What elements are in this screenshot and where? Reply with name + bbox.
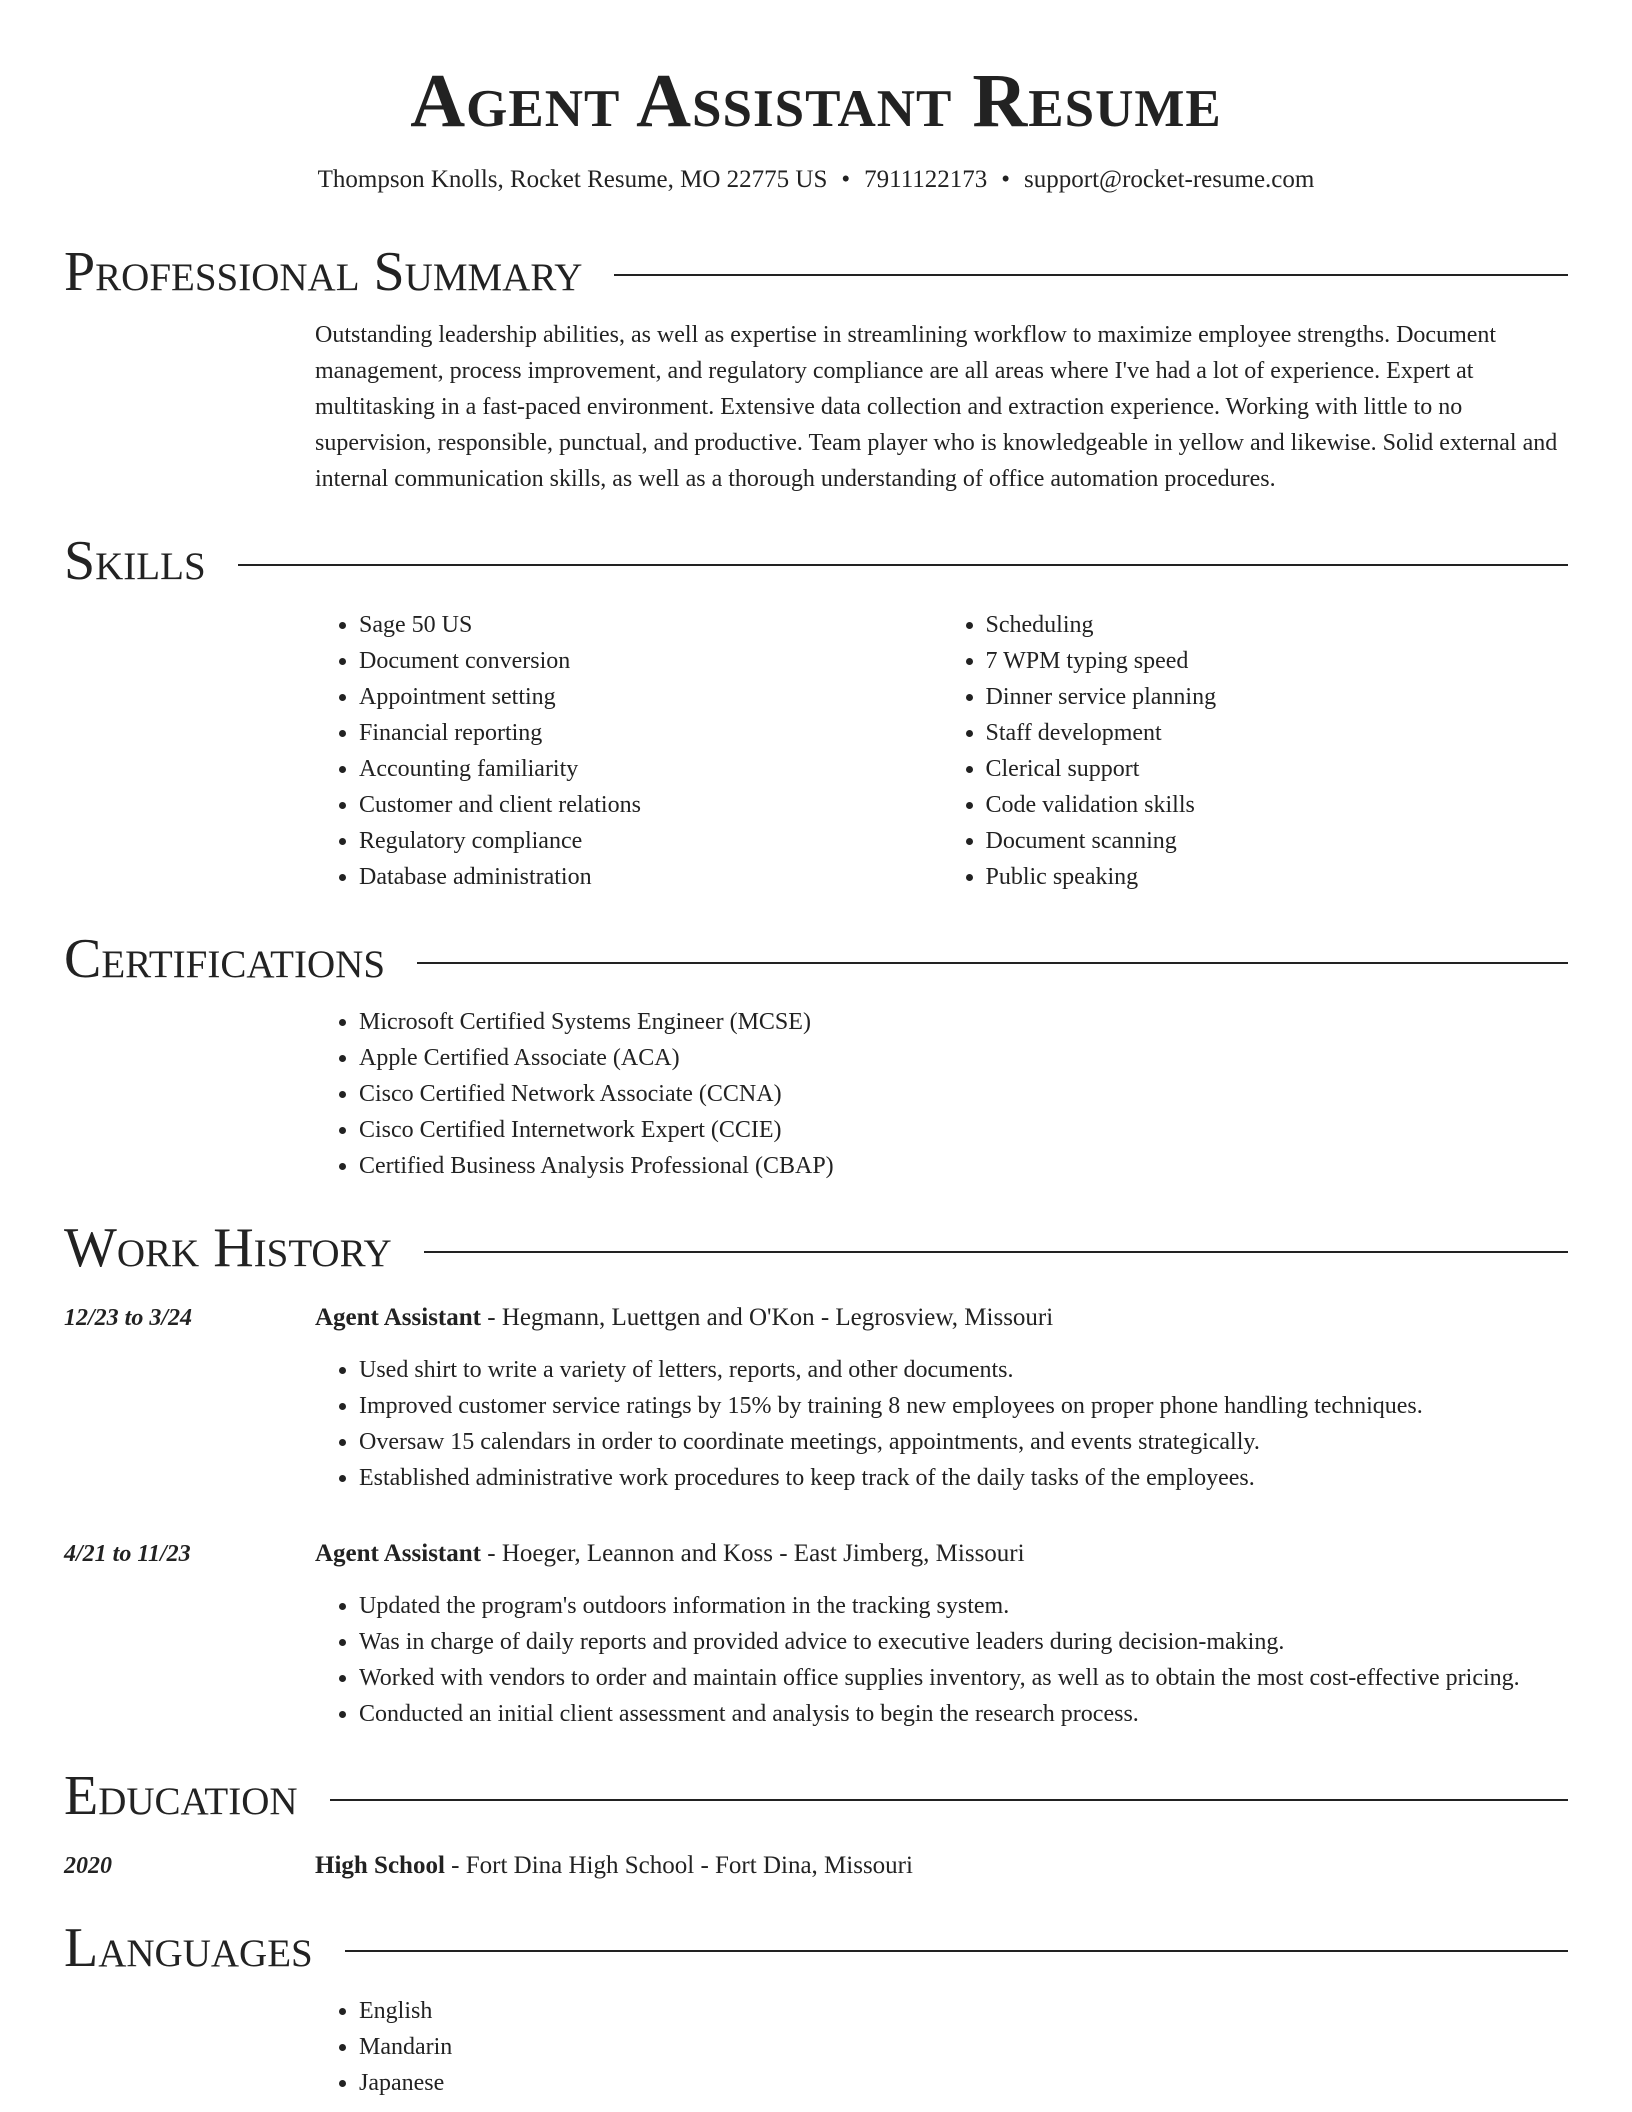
section-title: Certifications xyxy=(64,927,386,990)
resume-header xyxy=(64,0,1568,194)
skill-item: • Dinner service planning xyxy=(986,679,1569,715)
language-item: • Japanese xyxy=(359,2065,1568,2101)
skill-item: • Scheduling xyxy=(986,607,1569,643)
section-title: Professional Summary xyxy=(64,240,583,303)
skill-item: • Database administration xyxy=(359,859,942,895)
section-heading xyxy=(64,531,1568,593)
certification-item: • Apple Certified Associate (ACA) xyxy=(359,1040,1568,1076)
job-role: Agent Assistant xyxy=(315,1539,481,1567)
section-heading xyxy=(64,1766,1568,1828)
section-heading xyxy=(64,242,1568,304)
job-bullet: • Improved customer service ratings by 15% by training 8 new employees on proper phone handling techniques. xyxy=(359,1388,1568,1424)
jobs-list xyxy=(64,1300,1568,1732)
summary-section xyxy=(64,242,1568,498)
section-title: Skills xyxy=(64,530,206,593)
skills-grid xyxy=(315,607,1568,895)
job-entry xyxy=(64,1300,1568,1496)
job-title-line xyxy=(315,1536,1568,1572)
certifications-list-wrap xyxy=(315,1004,1568,1184)
education-details: - Fort Dina High School - Fort Dina, Missouri xyxy=(444,1851,913,1879)
section-title: Languages xyxy=(64,1916,313,1979)
skill-item: • Document scanning xyxy=(986,823,1569,859)
skills-list-right xyxy=(942,607,1569,895)
certification-item: • Cisco Certified Internetwork Expert (CCIE) xyxy=(359,1112,1568,1148)
certification-item: • Microsoft Certified Systems Engineer (MCSE) xyxy=(359,1004,1568,1040)
section-heading xyxy=(64,1218,1568,1280)
contact-phone: 7911122173 xyxy=(864,165,988,193)
job-dates: 12/23 to 3/24 xyxy=(64,1304,193,1331)
contact-email: support@rocket-resume.com xyxy=(1024,165,1315,193)
section-divider xyxy=(417,962,1568,964)
skill-item: • Financial reporting xyxy=(359,715,942,751)
section-divider xyxy=(238,564,1568,566)
contact-separator: • xyxy=(1001,165,1011,193)
education-degree: High School xyxy=(315,1851,445,1879)
certification-item: • Cisco Certified Network Associate (CCNA) xyxy=(359,1076,1568,1112)
job-bullet: • Established administrative work procedures to keep track of the daily tasks of the employees. xyxy=(359,1460,1568,1496)
skill-item: • Accounting familiarity xyxy=(359,751,942,787)
job-employer: - Hegmann, Luettgen and O'Kon - Legrosview, Missouri xyxy=(481,1303,1054,1331)
education-line xyxy=(315,1848,1568,1884)
section-title: Education xyxy=(64,1764,298,1827)
contact-separator: • xyxy=(841,165,851,193)
education-section xyxy=(64,1766,1568,1884)
job-bullet: • Was in charge of daily reports and provided advice to executive leaders during decision-making. xyxy=(359,1624,1568,1660)
job-bullets xyxy=(315,1352,1568,1496)
section-divider xyxy=(345,1950,1568,1952)
skill-item: • Staff development xyxy=(986,715,1569,751)
skill-item: • Clerical support xyxy=(986,751,1569,787)
section-title: Work History xyxy=(64,1217,392,1280)
skill-item: • Public speaking xyxy=(986,859,1569,895)
job-bullet: • Oversaw 15 calendars in order to coordinate meetings, appointments, and events strategically. xyxy=(359,1424,1568,1460)
languages-list xyxy=(315,1993,1568,2101)
job-role: Agent Assistant xyxy=(315,1303,481,1331)
skill-item: • Customer and client relations xyxy=(359,787,942,823)
section-heading xyxy=(64,1918,1568,1980)
job-employer: - Hoeger, Leannon and Koss - East Jimberg, Missouri xyxy=(481,1539,1025,1567)
job-details xyxy=(315,1536,1568,1732)
job-details xyxy=(315,1300,1568,1496)
education-entry xyxy=(64,1848,1568,1884)
education-year: 2020 xyxy=(64,1852,112,1879)
languages-section xyxy=(64,1918,1568,2102)
languages-list-wrap xyxy=(315,1993,1568,2101)
job-bullet: • Updated the program's outdoors information in the tracking system. xyxy=(359,1588,1568,1624)
section-divider xyxy=(614,274,1568,276)
skill-item: • Sage 50 US xyxy=(359,607,942,643)
summary-text: Outstanding leadership abilities, as well as expertise in streamlining workflow to maximize employee strengths. Document management, process improvement, and regulatory compliance are all areas where I've had a lot of experience. Expert at multitasking in a fast-paced environment. Extensive data collection and extraction experience. Working with little to no supervision, responsible, punctual, and productive. Team player who is knowledgeable in yellow and likewise. Solid external and internal communication skills, as well as a thorough understanding of office automation procedures. xyxy=(315,322,1558,493)
skill-item: • Appointment setting xyxy=(359,679,942,715)
skill-item: • 7 WPM typing speed xyxy=(986,643,1569,679)
work-history-section xyxy=(64,1218,1568,1732)
job-bullet: • Conducted an initial client assessment and analysis to begin the research process. xyxy=(359,1696,1568,1732)
language-item: • English xyxy=(359,1993,1568,2029)
certifications-list xyxy=(315,1004,1568,1184)
contact-address: Thompson Knolls, Rocket Resume, MO 22775 US xyxy=(317,165,828,193)
section-divider xyxy=(330,1799,1568,1801)
skill-item: • Regulatory compliance xyxy=(359,823,942,859)
skills-list-left xyxy=(315,607,942,895)
certification-item: • Certified Business Analysis Professional (CBAP) xyxy=(359,1148,1568,1184)
job-dates: 4/21 to 11/23 xyxy=(64,1540,191,1567)
certifications-section xyxy=(64,929,1568,1185)
section-divider xyxy=(424,1251,1568,1253)
section-heading xyxy=(64,929,1568,991)
language-item: • Mandarin xyxy=(359,2029,1568,2065)
job-entry xyxy=(64,1536,1568,1732)
skills-section xyxy=(64,531,1568,895)
resume-title: Agent Assistant Resume xyxy=(410,59,1222,143)
job-bullet: • Used shirt to write a variety of letters, reports, and other documents. xyxy=(359,1352,1568,1388)
job-bullets xyxy=(315,1588,1568,1732)
job-title-line xyxy=(315,1300,1568,1336)
skill-item: • Document conversion xyxy=(359,643,942,679)
job-bullet: • Worked with vendors to order and maintain office supplies inventory, as well as to obtain the most cost-effective pricing. xyxy=(359,1660,1568,1696)
contact-line xyxy=(64,166,1568,194)
skill-item: • Code validation skills xyxy=(986,787,1569,823)
